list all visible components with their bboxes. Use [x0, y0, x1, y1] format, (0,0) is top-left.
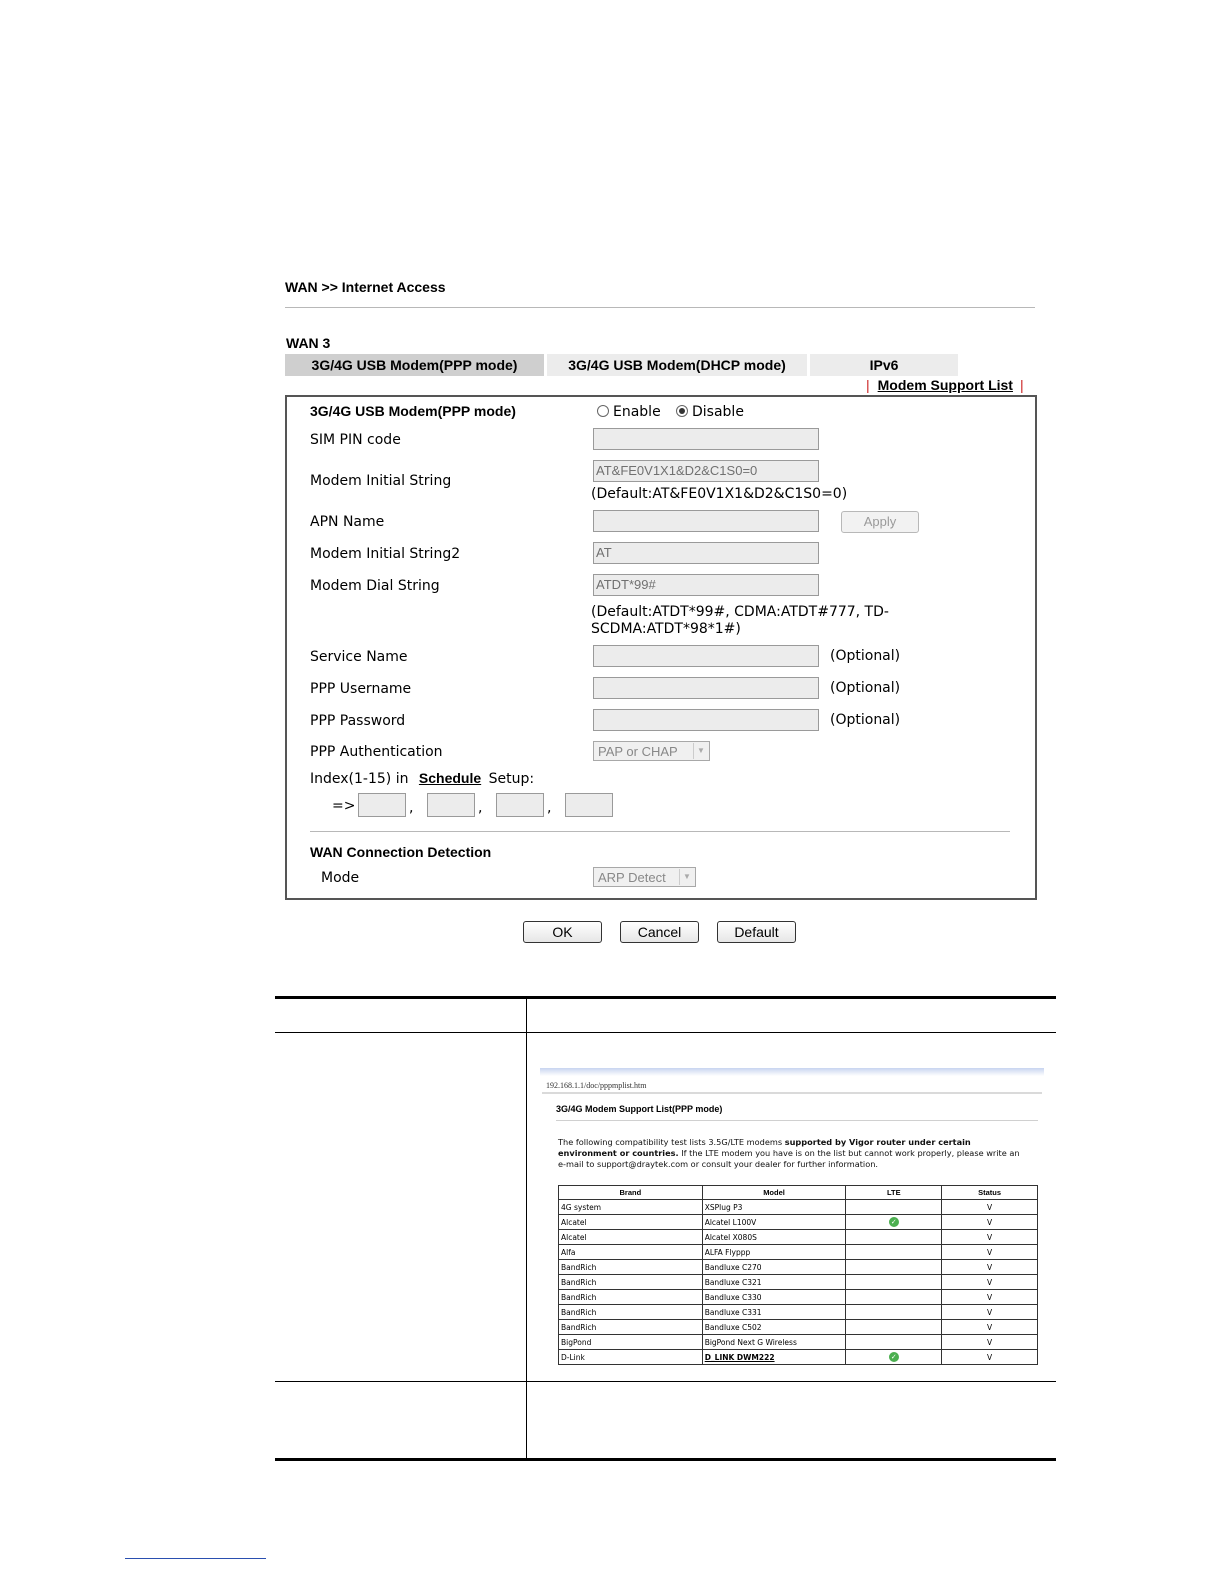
- col-brand: Brand: [559, 1186, 703, 1200]
- table-row: [559, 1350, 1038, 1365]
- support-list-title: 3G/4G Modem Support List(PPP mode): [556, 1104, 723, 1114]
- table-row: [559, 1290, 1038, 1305]
- divider: [556, 1120, 1038, 1121]
- disable-label: Disable: [692, 404, 744, 420]
- modem-support-table: [558, 1185, 1038, 1365]
- modem-init2-label: Modem Initial String2: [310, 546, 461, 562]
- wan-detection-title: WAN Connection Detection: [310, 844, 492, 860]
- service-optional-note: (Optional): [830, 648, 901, 664]
- ppp-password-label: PPP Password: [310, 713, 406, 729]
- table-header-rule: [275, 1032, 1056, 1033]
- lte-cell: [846, 1215, 942, 1230]
- table-top-rule: [275, 996, 1056, 999]
- modem-init-label: Modem Initial String: [310, 473, 452, 489]
- support-list-description: [558, 1137, 1028, 1170]
- model-cell: Bandluxe C330: [702, 1290, 846, 1305]
- tab-dhcp-mode[interactable]: 3G/4G USB Modem(DHCP mode): [547, 354, 807, 376]
- brand-cell: BandRich: [559, 1320, 703, 1335]
- service-name-label: Service Name: [310, 649, 408, 665]
- brand-cell: BandRich: [559, 1290, 703, 1305]
- ppp-username-input[interactable]: [593, 677, 819, 699]
- lte-cell: [846, 1230, 942, 1245]
- ppp-username-label: PPP Username: [310, 681, 412, 697]
- brand-cell: Alcatel: [559, 1230, 703, 1245]
- enable-label: Enable: [613, 404, 661, 420]
- check-icon: ✓: [889, 1352, 899, 1362]
- table-column-divider: [526, 998, 527, 1460]
- table-row: [559, 1305, 1038, 1320]
- service-name-input[interactable]: [593, 645, 819, 667]
- mode-label: 3G/4G USB Modem(PPP mode): [310, 403, 516, 419]
- comma: ,: [478, 800, 483, 816]
- index-arrow: =>: [332, 798, 356, 814]
- disable-radio[interactable]: [676, 405, 688, 417]
- schedule-link[interactable]: Schedule: [418, 770, 482, 786]
- model-cell: Bandluxe C502: [702, 1320, 846, 1335]
- status-cell: V: [942, 1290, 1038, 1305]
- status-cell: V: [942, 1200, 1038, 1215]
- model-cell: XSPlug P3: [702, 1200, 846, 1215]
- dial-label: Modem Dial String: [310, 578, 440, 594]
- table-row: [559, 1320, 1038, 1335]
- brand-cell: Alcatel: [559, 1215, 703, 1230]
- model-cell: ALFA Flyppp: [702, 1245, 846, 1260]
- desc-part2: If the LTE modem you have is on the list but cannot work properly, please write an e-mail to support@draytek.com or consult your dealer for further information.: [558, 1148, 1020, 1169]
- cancel-button[interactable]: Cancel: [620, 921, 699, 943]
- apn-label: APN Name: [310, 514, 385, 530]
- tab-ipv6[interactable]: IPv6: [810, 354, 958, 376]
- detection-mode-label: Mode: [321, 870, 360, 886]
- col-lte: LTE: [846, 1186, 942, 1200]
- schedule-index-input-2[interactable]: [427, 793, 475, 817]
- default-button[interactable]: Default: [717, 921, 796, 943]
- username-optional-note: (Optional): [830, 680, 901, 696]
- detection-mode-value: ARP Detect: [598, 870, 666, 885]
- lte-cell: [846, 1305, 942, 1320]
- desc-bold: supported by Vigor router under certain environment or countries.: [558, 1137, 971, 1158]
- ppp-password-input[interactable]: [593, 709, 819, 731]
- enable-radio[interactable]: [597, 405, 609, 417]
- breadcrumb: WAN >> Internet Access: [285, 279, 446, 295]
- modem-init-default: (Default:AT&FE0V1X1&D2&C1S0=0): [591, 486, 848, 502]
- model-cell: Bandluxe C331: [702, 1305, 846, 1320]
- status-cell: V: [942, 1335, 1038, 1350]
- model-cell: Alcatel L100V: [702, 1215, 846, 1230]
- status-cell: V: [942, 1245, 1038, 1260]
- sim-pin-input[interactable]: [593, 428, 819, 450]
- comma: ,: [547, 800, 552, 816]
- status-cell: V: [942, 1350, 1038, 1365]
- col-model: Model: [702, 1186, 846, 1200]
- apply-button[interactable]: Apply: [841, 511, 919, 533]
- browser-bar: [540, 1068, 1044, 1076]
- ok-button[interactable]: OK: [523, 921, 602, 943]
- brand-cell: D-Link: [559, 1350, 703, 1365]
- detection-mode-select[interactable]: [593, 867, 696, 887]
- table-row: [559, 1260, 1038, 1275]
- table-row: [559, 1275, 1038, 1290]
- header-divider: [285, 307, 1035, 308]
- table-row: [559, 1200, 1038, 1215]
- model-cell[interactable]: D_LINK DWM222: [702, 1350, 846, 1365]
- password-optional-note: (Optional): [830, 712, 901, 728]
- ppp-auth-label: PPP Authentication: [310, 744, 443, 760]
- status-cell: V: [942, 1305, 1038, 1320]
- brand-cell: BigPond: [559, 1335, 703, 1350]
- brand-cell: Alfa: [559, 1245, 703, 1260]
- lte-cell: [846, 1335, 942, 1350]
- table-row: [559, 1230, 1038, 1245]
- apn-input[interactable]: [593, 510, 819, 532]
- table-row-rule: [275, 1381, 1056, 1382]
- lte-cell: [846, 1290, 942, 1305]
- footnote-rule: [125, 1558, 266, 1559]
- table-row: [559, 1335, 1038, 1350]
- modem-init2-input[interactable]: AT: [593, 542, 819, 564]
- status-cell: V: [942, 1230, 1038, 1245]
- lte-cell: [846, 1320, 942, 1335]
- model-cell: Alcatel X080S: [702, 1230, 846, 1245]
- status-cell: V: [942, 1215, 1038, 1230]
- ppp-auth-value: PAP or CHAP: [598, 744, 678, 759]
- lte-cell: [846, 1275, 942, 1290]
- chevron-down-icon: ▼: [693, 743, 708, 759]
- link-separator: |: [866, 377, 870, 393]
- index-suffix: Setup:: [488, 771, 535, 787]
- lte-cell: [846, 1260, 942, 1275]
- dial-default-line2: SCDMA:ATDT*98*1#): [591, 621, 741, 637]
- brand-cell: BandRich: [559, 1275, 703, 1290]
- lte-cell: [846, 1200, 942, 1215]
- lte-cell: [846, 1245, 942, 1260]
- table-row: [559, 1215, 1038, 1230]
- schedule-index-input-3[interactable]: [496, 793, 544, 817]
- wan-label: WAN 3: [286, 335, 331, 351]
- model-cell: Bandluxe C321: [702, 1275, 846, 1290]
- section-divider: [310, 831, 1010, 832]
- lte-cell: [846, 1350, 942, 1365]
- dial-input[interactable]: ATDT*99#: [593, 574, 819, 596]
- schedule-index-input-4[interactable]: [565, 793, 613, 817]
- tab-ppp-mode[interactable]: 3G/4G USB Modem(PPP mode): [285, 354, 544, 376]
- model-cell: Bandluxe C270: [702, 1260, 846, 1275]
- desc-part1: The following compatibility test lists 3.5G/LTE modems: [558, 1137, 785, 1147]
- browser-url: 192.168.1.1/doc/pppmplist.htm: [546, 1081, 647, 1090]
- status-cell: V: [942, 1275, 1038, 1290]
- modem-init-input[interactable]: AT&FE0V1X1&D2&C1S0=0: [593, 460, 819, 482]
- table-row: [559, 1245, 1038, 1260]
- modem-support-list-screenshot: [540, 1068, 1044, 1374]
- brand-cell: 4G system: [559, 1200, 703, 1215]
- divider: [542, 1092, 1042, 1094]
- brand-cell: BandRich: [559, 1305, 703, 1320]
- sim-pin-label: SIM PIN code: [310, 432, 401, 448]
- col-status: Status: [942, 1186, 1038, 1200]
- comma: ,: [409, 800, 414, 816]
- index-prefix: Index(1-15) in: [310, 771, 409, 787]
- status-cell: V: [942, 1320, 1038, 1335]
- modem-support-list-link[interactable]: Modem Support List: [877, 377, 1013, 393]
- check-icon: ✓: [889, 1217, 899, 1227]
- link-separator: |: [1019, 377, 1024, 393]
- brand-cell: BandRich: [559, 1260, 703, 1275]
- model-cell: BigPond Next G Wireless: [702, 1335, 846, 1350]
- ppp-auth-select[interactable]: [593, 741, 710, 761]
- table-bottom-rule: [275, 1458, 1056, 1461]
- dial-default-line1: (Default:ATDT*99#, CDMA:ATDT#777, TD-: [591, 604, 889, 620]
- modem-support-link-group: [866, 377, 1024, 393]
- status-cell: V: [942, 1260, 1038, 1275]
- schedule-index-label: [310, 770, 534, 787]
- chevron-down-icon: ▼: [679, 869, 694, 885]
- schedule-index-input-1[interactable]: [358, 793, 406, 817]
